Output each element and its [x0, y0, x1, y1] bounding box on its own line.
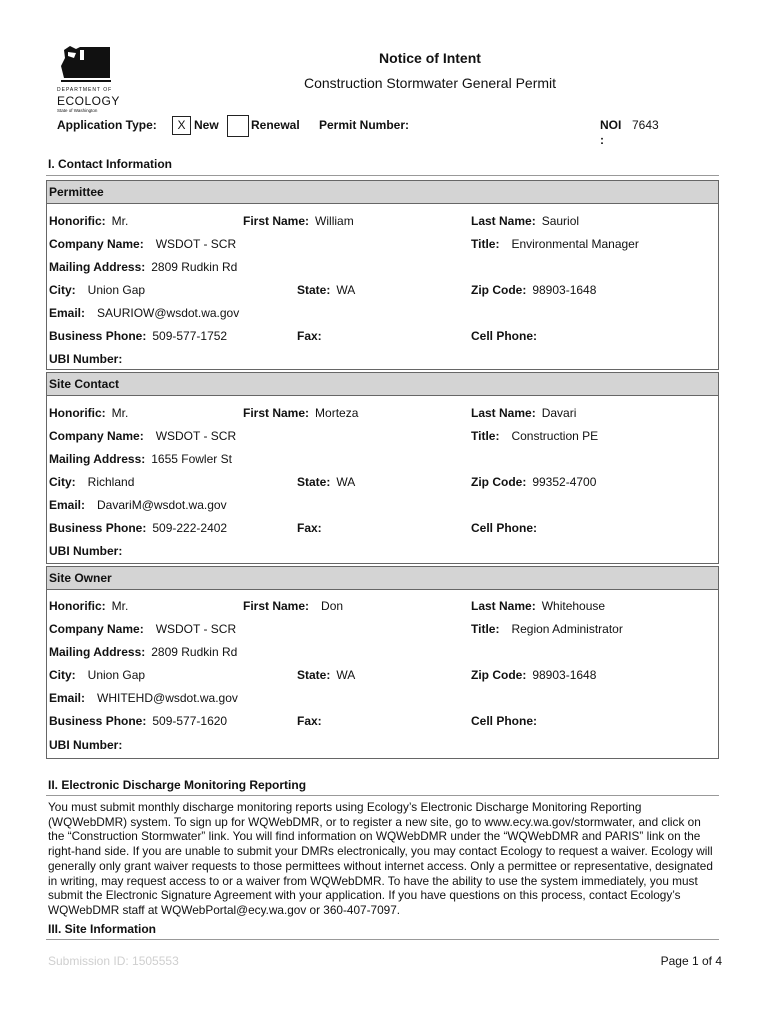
page-subtitle: Construction Stormwater General Permit [303, 75, 557, 91]
last-name-value: Whitehouse [541, 599, 606, 613]
cell-label: Cell Phone: [471, 329, 538, 343]
city-value: Richland [87, 475, 135, 489]
city-row [49, 668, 718, 682]
zip-value: 99352-4700 [532, 475, 597, 489]
last-name-label: Last Name: [471, 214, 536, 228]
site-owner-group [46, 566, 719, 759]
company-label: Company Name: [49, 429, 144, 443]
honorific-label: Honorific: [49, 599, 106, 613]
last-name-label: Last Name: [471, 406, 536, 420]
state-label: State: [297, 668, 331, 682]
ubi-row [49, 738, 718, 752]
company-label: Company Name: [49, 622, 144, 636]
section-1-rule [46, 175, 719, 176]
city-value: Union Gap [87, 283, 146, 297]
state-label: State: [297, 283, 331, 297]
email-row [49, 691, 718, 705]
phone-label: Business Phone: [49, 521, 147, 535]
phone-value: 509-577-1752 [152, 329, 228, 343]
title-label: Title: [471, 429, 500, 443]
page-number: Page 1 of 4 [660, 954, 722, 968]
ubi-label: UBI Number: [49, 544, 123, 558]
company-row [49, 622, 718, 636]
email-row [49, 306, 718, 320]
section-1-title: I. Contact Information [48, 157, 172, 171]
title-label: Title: [471, 237, 500, 251]
honorific-row [49, 599, 718, 613]
zip-value: 98903-1648 [532, 668, 597, 682]
title-value: Environmental Manager [511, 237, 639, 251]
email-label: Email: [49, 306, 86, 320]
section-3-title: III. Site Information [48, 922, 157, 936]
group-heading-permittee: Permittee [47, 181, 718, 204]
email-value: WHITEHD@wsdot.wa.gov [97, 691, 238, 705]
zip-label: Zip Code: [471, 668, 527, 682]
mailing-row [49, 452, 718, 466]
first-name-value: Morteza [315, 406, 359, 420]
fax-label: Fax: [297, 521, 322, 535]
fax-label: Fax: [297, 714, 322, 728]
renewal-label: Renewal [251, 118, 300, 132]
company-label: Company Name: [49, 237, 144, 251]
email-value: DavariM@wsdot.wa.gov [97, 498, 227, 512]
zip-label: Zip Code: [471, 283, 527, 297]
city-label: City: [49, 668, 76, 682]
first-name-label: First Name: [243, 406, 310, 420]
section-2-rule [46, 795, 719, 796]
phone-value: 509-222-2402 [152, 521, 228, 535]
honorific-value: Mr. [111, 406, 129, 420]
mailing-label: Mailing Address: [49, 452, 146, 466]
mailing-row [49, 645, 718, 659]
ubi-row [49, 352, 718, 366]
page-title: Notice of Intent [379, 50, 481, 66]
phone-row [49, 714, 718, 728]
group-heading-site-contact: Site Contact [47, 373, 718, 396]
ubi-label: UBI Number: [49, 352, 123, 366]
cell-label: Cell Phone: [471, 521, 538, 535]
company-value: WSDOT - SCR [155, 622, 237, 636]
city-label: City: [49, 475, 76, 489]
ubi-label: UBI Number: [49, 738, 123, 752]
honorific-row [49, 214, 718, 228]
fax-label: Fax: [297, 329, 322, 343]
last-name-label: Last Name: [471, 599, 536, 613]
ubi-row [49, 544, 718, 558]
email-label: Email: [49, 498, 86, 512]
renewal-checkbox[interactable] [227, 115, 249, 137]
site-contact-group [46, 372, 719, 564]
mailing-row [49, 260, 718, 274]
company-value: WSDOT - SCR [155, 237, 237, 251]
application-type-label: Application Type: [57, 118, 157, 132]
group-heading-site-owner: Site Owner [47, 567, 718, 590]
permit-number-label: Permit Number: [319, 118, 410, 132]
company-row [49, 429, 718, 443]
phone-label: Business Phone: [49, 714, 147, 728]
section-3-rule [46, 939, 719, 940]
title-value: Region Administrator [511, 622, 623, 636]
state-value: WA [336, 283, 356, 297]
mailing-value: 1655 Fowler St [151, 452, 232, 466]
mailing-label: Mailing Address: [49, 645, 146, 659]
first-name-value: William [315, 214, 354, 228]
honorific-label: Honorific: [49, 406, 106, 420]
city-value: Union Gap [87, 668, 146, 682]
first-name-value: Don [321, 599, 344, 613]
logo-name-text: ECOLOGY [57, 94, 120, 108]
state-label: State: [297, 475, 331, 489]
state-value: WA [336, 475, 356, 489]
honorific-row [49, 406, 718, 420]
phone-row [49, 521, 718, 535]
section-2-title: II. Electronic Discharge Monitoring Reporting [48, 778, 307, 792]
logo-state-text: State of Washington [57, 108, 98, 113]
city-row [49, 283, 718, 297]
phone-row [49, 329, 718, 343]
mailing-value: 2809 Rudkin Rd [151, 645, 238, 659]
city-row [49, 475, 718, 489]
first-name-label: First Name: [243, 599, 310, 613]
phone-label: Business Phone: [49, 329, 147, 343]
section-2-text: You must submit monthly discharge monitoring reports using Ecology’s Electronic Discharge Monitoring Reporting (WQWebDMR) system. To sign up for WQWebDMR, or to register a new site, go to www.ecy.wa.gov/stormwater, and click on the “Construction Stormwater” link. You will find information on WQWebDMR under the “WQWebDMR and PARIS” link on the right-hand side. If you are unable to submit your DMRs electronically, you may contact Ecology to request a waiver. Ecology will generally only grant waiver requests to those permittees without internet access. Only a permittee or representative, designated in writing, may request access to or a waiver from WQWebDMR. To have the ability to use the system immediately, you must submit the Electronic Signature Agreement with your application. If you have questions on this process, contact Ecology’s WQWebDMR staff at WQWebPortal@ecy.wa.gov or 360-407-7097. [48, 800, 713, 917]
state-value: WA [336, 668, 356, 682]
company-row [49, 237, 718, 251]
logo-dept-text: DEPARTMENT OF [57, 87, 113, 93]
first-name-label: First Name: [243, 214, 310, 228]
honorific-value: Mr. [111, 599, 129, 613]
noi-label: NOI [600, 118, 622, 132]
email-row [49, 498, 718, 512]
new-checkbox[interactable]: X [172, 116, 191, 135]
phone-value: 509-577-1620 [152, 714, 228, 728]
last-name-value: Sauriol [541, 214, 580, 228]
company-value: WSDOT - SCR [155, 429, 237, 443]
zip-value: 98903-1648 [532, 283, 597, 297]
title-value: Construction PE [511, 429, 599, 443]
submission-id: Submission ID: 1505553 [48, 954, 179, 968]
zip-label: Zip Code: [471, 475, 527, 489]
honorific-value: Mr. [111, 214, 129, 228]
city-label: City: [49, 283, 76, 297]
email-value: SAURIOW@wsdot.wa.gov [97, 306, 240, 320]
mailing-value: 2809 Rudkin Rd [151, 260, 238, 274]
email-label: Email: [49, 691, 86, 705]
honorific-label: Honorific: [49, 214, 106, 228]
permittee-group [46, 180, 719, 370]
cell-label: Cell Phone: [471, 714, 538, 728]
mailing-label: Mailing Address: [49, 260, 146, 274]
last-name-value: Davari [541, 406, 577, 420]
noi-value: 7643 [632, 118, 659, 132]
noi-colon: : [600, 133, 604, 147]
new-label: New [194, 118, 219, 132]
title-label: Title: [471, 622, 500, 636]
